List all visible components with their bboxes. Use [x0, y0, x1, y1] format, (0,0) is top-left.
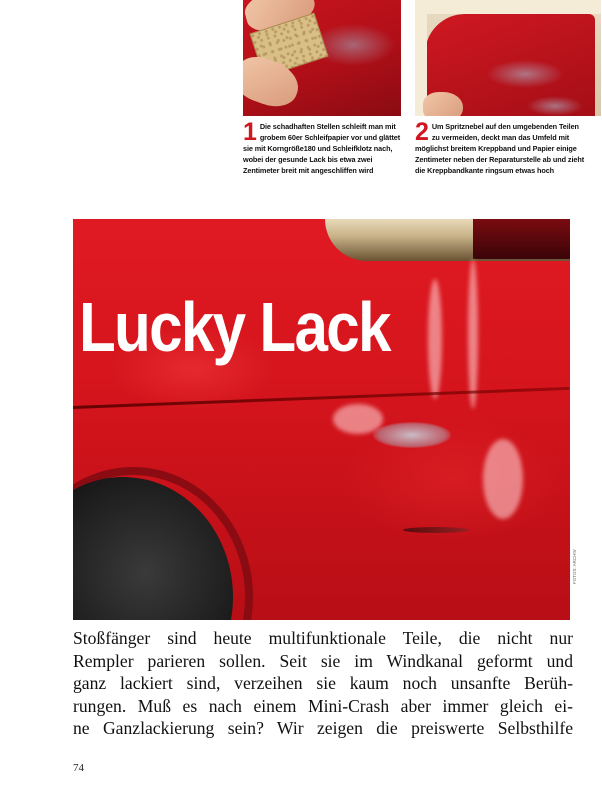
photo-masking	[415, 0, 601, 116]
paint-highlight	[428, 279, 442, 399]
hero-photo	[73, 219, 570, 620]
caption-text: Um Spritznebel auf den umgebenden Teilen zu vermeiden, deckt man das Umfeld mit möglichst breitem Kreppband und Papier einige Zentimeter neben der Reparaturstelle ab und zieht die Kreppbandkante ringsum etwas hoch	[415, 122, 585, 175]
caption-step-2	[415, 118, 585, 176]
scratch-line	[403, 527, 469, 533]
lead-line: rungen. Muß es nach einem Mini-Crash aber immer gleich ei-	[73, 695, 573, 716]
tail-light-red	[473, 219, 570, 259]
lead-line: ganz lackiert sind, verzeihen sie kaum noch unsanfte Berüh-	[73, 673, 573, 694]
photo-credit: FOTOS: ARCHIV	[572, 549, 577, 584]
paint-highlight	[468, 259, 478, 409]
masking-tape-top	[415, 0, 601, 14]
caption-number: 1	[243, 118, 257, 146]
scratch-mark	[373, 422, 451, 448]
paint-highlight	[333, 404, 383, 434]
photo-sanding	[243, 0, 401, 116]
hand-masking	[423, 92, 463, 116]
lead-line: Stoßfänger sind heute multifunktionale Teile, die nicht nur	[73, 628, 573, 648]
paint-highlight	[483, 439, 523, 519]
caption-number: 2	[415, 118, 429, 146]
lead-line: ne Ganzlackierung sein? Wir zeigen die preiswerte Selbsthilfe	[73, 718, 573, 739]
body-seam	[73, 387, 570, 409]
article-title: Lucky Lack	[79, 288, 390, 366]
lead-paragraph	[73, 627, 573, 740]
lead-line: Rempler parieren sollen. Seit sie im Windkanal geformt und	[73, 650, 573, 671]
caption-step-1	[243, 118, 401, 176]
page-number: 74	[73, 762, 84, 774]
caption-text: Die schadhaften Stellen schleift man mit grobem 60er Schleifpapier vor und glättet sie mit Korngröße180 und Schleifklotz nach, wobei der gesunde Lack bis etwa zwei Zentimeter breit mit angeschliffen wird	[243, 122, 401, 175]
